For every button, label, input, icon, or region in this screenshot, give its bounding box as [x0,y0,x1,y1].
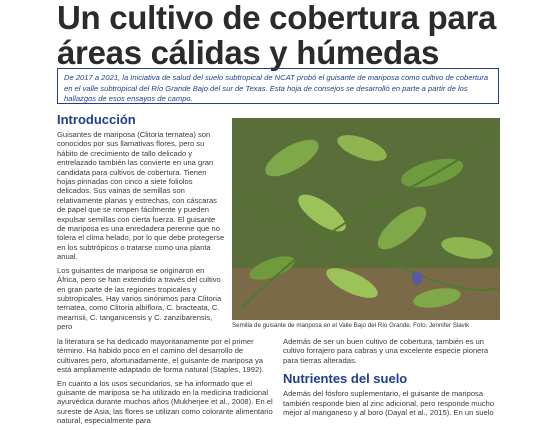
nutrientes-heading: Nutrientes del suelo [283,371,408,387]
butterfly-pea-photo [232,118,500,320]
right-paragraph-1: Además de ser un buen cultivo de cobertura, también es un cultivo forrajero para cabras y una excelente especie pionera para tierras alteradas. [283,337,489,365]
page-title: Un cultivo de cobertura para áreas cálidas y húmedas [57,0,497,71]
right-paragraph-2: Además del fósforo suplementario, el guisante de mariposa también responde bien al zinc adicional, pero responde mucho mejor al manganeso y al boro (Dayal et al., 2015). En un suelo [283,389,495,418]
photo-caption: Semilla de guisante de mariposa en el Valle Bajo del Río Grande. Foto: Jennifer Slavik [232,322,470,329]
intro-callout [57,68,499,104]
intro-text: De 2017 a 2021, la Iniciativa de salud del suelo subtropical de NCAT probó el guisante de mariposa como cultivo de cobertura en el valle subtropical del Río Grande Bajo del sur de Texas. Esta hoja de consejos se desarrolló en parte a partir de los hallazgos de esos ensayos de campo. [64,73,489,104]
left-column [57,112,225,332]
lower-left-column [57,337,275,426]
intro-paragraph-3: la literatura se ha dedicado mayoritariamente por el primer término. Ha habido poco en el camino del desarrollo de cultivares pero, afortunadamente, el guisante de mariposa ya está ampliamente adaptado de forma natural (Staples, 1992). [57,337,264,375]
introduccion-heading: Introducción [57,112,136,127]
intro-paragraph-1: Guisantes de mariposa (Clitoria ternatea) son conocidos por sus llamativas flores, pero su hábito de crecimiento de tallo delicado y entrelazado también las convierte en una gran candidata para cultivos de cobertura. Tienen hojas pinnadas con cinco a siete foliolos delicados. Sus vainas de semillas son relativamente planas y estrechas, con cáscaras de papel que se rompen fácilmente y pueden expulsar semillas con cierta fuerza. El guisante de mariposa es una enredadera perenne que no tolera el clima helado, por lo que debe protegerse en los subtrópicos o tratarse como una planta anual. [57,130,225,262]
intro-paragraph-2: Los guisantes de mariposa se originaron en África, pero se han extendido a través del cultivo en gran parte de las regiones tropicales y subtropicales. Hay varios sinónimos para Clitoria ternatea, como Clitoria albiflora, C. bracteata, C. mearnsii, C. tanganicensis y C. zanzibarensis, pero [57,265,222,332]
plant-illustration [232,118,500,320]
intro-paragraph-4: En cuanto a los usos secundarios, se ha informado que el guisante de mariposa se ha utilizado en la medicina tradicional ayurvédica durante muchos años (Mukherjee et al., 2008). En el sureste de Asia, las flores se utilizan como colorante alimentario natural, especialmente para [57,378,273,426]
right-column [283,337,501,417]
